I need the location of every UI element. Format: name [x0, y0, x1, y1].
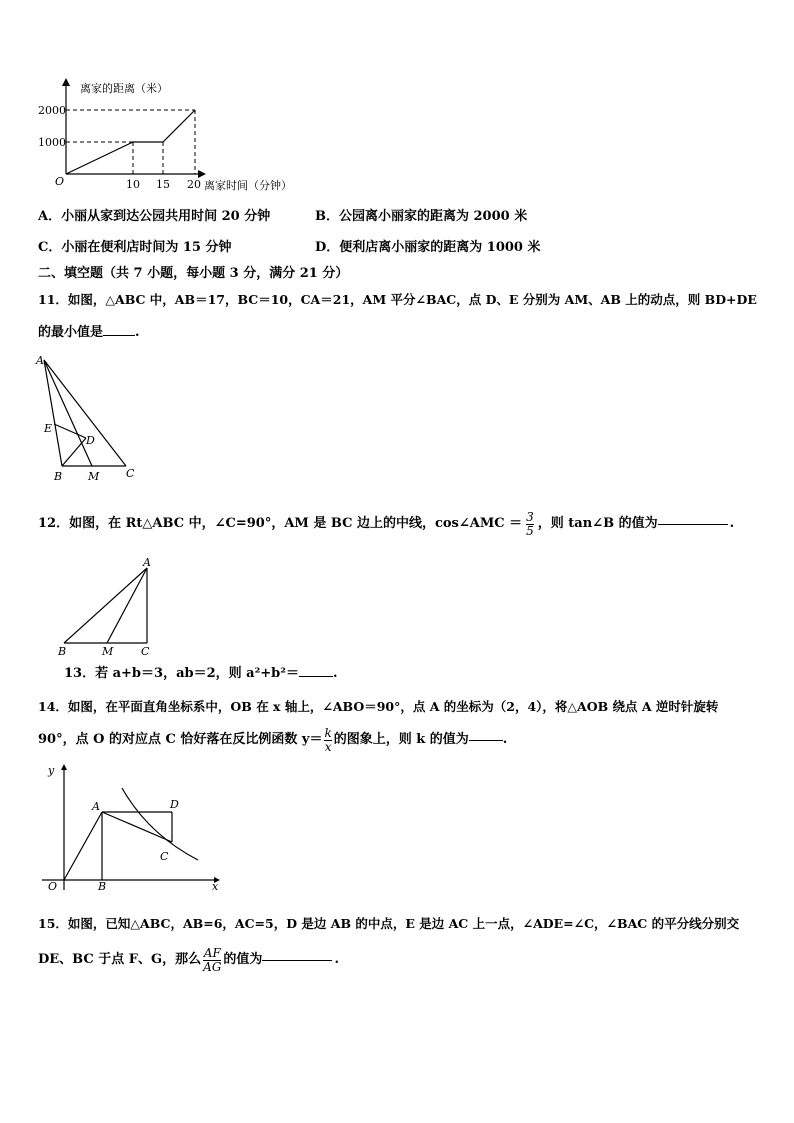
q12-fraction	[526, 511, 534, 538]
q15-fraction	[203, 947, 221, 974]
q12-triangle-figure	[52, 556, 162, 658]
q12-label-m: M	[102, 645, 114, 658]
q13-line	[64, 666, 337, 682]
q15-line2-suffix: 的值为	[223, 952, 263, 967]
q14-coordinate-figure	[36, 762, 226, 894]
y-tick-2000: 2000	[38, 104, 66, 117]
q14-label-y: y	[48, 764, 55, 777]
q14-label-x: x	[212, 880, 219, 893]
q11-answer-blank[interactable]	[103, 335, 135, 336]
section-header: 二、填空题（共 7 小题，每小题 3 分，满分 21 分）	[38, 266, 349, 281]
q14-answer-blank[interactable]	[469, 740, 503, 741]
q12-suffix: ，则 tan∠B 的值为	[537, 516, 658, 531]
q13-text: 13．若 a+b＝3，ab＝2，则 a²+b²＝	[64, 666, 299, 681]
q12-label-b: B	[58, 645, 67, 658]
y-tick-1000: 1000	[38, 136, 66, 149]
q11-line2	[38, 325, 140, 341]
q14-label-d: D	[170, 798, 179, 811]
q14-end-mark: .	[502, 732, 508, 747]
q14-line2	[38, 722, 507, 758]
option-c: C．小丽在便利店时间为 15 分钟	[38, 240, 232, 255]
q12-frac-den: 5	[526, 523, 534, 538]
q11-line2-text: 的最小值是	[38, 325, 104, 340]
q11-label-a: A	[36, 354, 44, 367]
q15-line2-prefix: DE、BC 于点 F、G，那么	[38, 952, 202, 967]
q11-label-m: M	[88, 470, 100, 483]
q14-label-b: B	[98, 880, 107, 893]
option-d: D．便利店离小丽家的距离为 1000 米	[315, 240, 541, 255]
option-b: B．公园离小丽家的距离为 2000 米	[315, 209, 528, 224]
q11-label-c: C	[126, 467, 135, 480]
q15-frac-num: AF	[203, 945, 221, 960]
q14-fraction	[324, 727, 331, 754]
q14-label-c: C	[160, 850, 169, 863]
q11-label-d: D	[86, 434, 95, 447]
distance-time-graph	[36, 78, 326, 198]
q14-label-o: O	[48, 880, 58, 893]
q15-frac-den: AG	[203, 959, 222, 974]
q11-line1: 11．如图，△ABC 中，AB＝17，BC＝10，CA＝21，AM 平分∠BAC，点 D、E 分别为 AM、AB 上的动点，则 BD+DE	[38, 292, 757, 307]
q11-end-mark: .	[135, 325, 140, 340]
x-tick-10: 10	[126, 178, 140, 191]
q12-answer-blank[interactable]	[658, 524, 728, 525]
option-a: A．小丽从家到达公园共用时间 20 分钟	[38, 209, 271, 224]
q15-line2	[38, 940, 339, 980]
q11-label-e: E	[44, 422, 53, 435]
q14-line2-suffix: 的图象上，则 k 的值为	[333, 732, 469, 747]
q11-label-b: B	[54, 470, 63, 483]
x-tick-20: 20	[187, 178, 201, 191]
q12-line	[38, 506, 734, 542]
q14-frac-num: k	[324, 725, 332, 740]
q14-label-a: A	[92, 800, 100, 813]
q13-end-mark: .	[332, 666, 338, 681]
q12-label-a: A	[143, 556, 151, 569]
q11-triangle-figure	[34, 352, 144, 487]
q12-label-c: C	[141, 645, 150, 658]
q15-end-mark: .	[334, 952, 339, 967]
x-tick-15: 15	[156, 178, 170, 191]
q13-answer-blank[interactable]	[299, 676, 333, 677]
q15-line1: 15．如图，已知△ABC，AB=6，AC=5，D 是边 AB 的中点，E 是边 AC 上一点，∠ADE=∠C，∠BAC 的平分线分别交	[38, 916, 740, 931]
q12-end-mark: .	[729, 516, 735, 531]
q14-line1: 14．如图，在平面直角坐标系中，OB 在 x 轴上，∠ABO＝90°，点 A 的坐标为（2，4），将△AOB 绕点 A 逆时针旋转	[38, 699, 719, 714]
q14-line2-prefix: 90°，点 O 的对应点 C 恰好落在反比例函数 y＝	[38, 732, 323, 747]
origin-label: O	[55, 175, 65, 188]
x-axis-label: 离家时间（分钟）	[204, 179, 292, 192]
q15-answer-blank[interactable]	[262, 960, 332, 961]
y-axis-label: 离家的距离（米）	[80, 82, 168, 95]
q12-prefix: 12．如图，在 Rt△ABC 中，∠C=90°，AM 是 BC 边上的中线，cos∠AMC ＝	[38, 516, 523, 531]
q12-frac-num: 3	[526, 509, 534, 524]
q14-frac-den: x	[324, 739, 332, 754]
